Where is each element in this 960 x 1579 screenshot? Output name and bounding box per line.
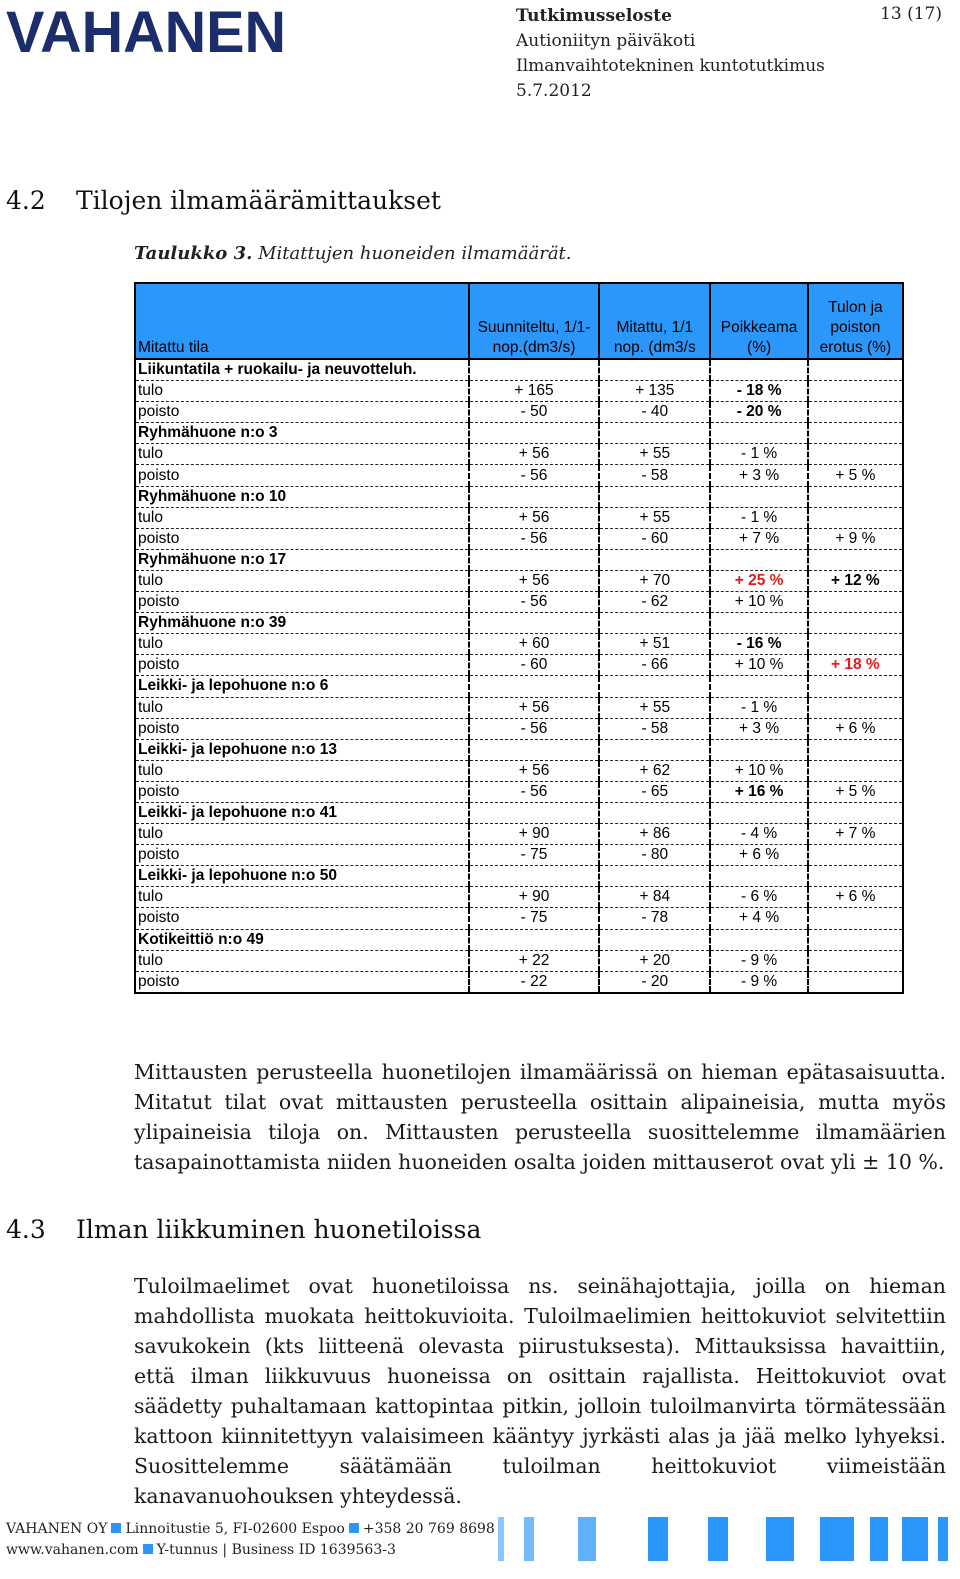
table-row: [135, 950, 903, 971]
table-row: [135, 381, 903, 402]
cell-measured: - 62: [599, 592, 710, 613]
cell-measured: + 86: [599, 824, 710, 845]
cell-space: tulo: [135, 950, 469, 971]
cell-space: poisto: [135, 402, 469, 423]
cell-design: [469, 613, 599, 634]
cell-deviation: [710, 486, 807, 507]
cell-difference: [808, 613, 903, 634]
cell-measured: + 84: [599, 887, 710, 908]
cell-measured: - 58: [599, 465, 710, 486]
cell-difference: [808, 423, 903, 444]
table-section-row: [135, 802, 903, 823]
table-section-row: [135, 866, 903, 887]
cell-design: [469, 549, 599, 570]
table-section-row: [135, 423, 903, 444]
cell-measured: [599, 486, 710, 507]
cell-design: [469, 359, 599, 381]
cell-deviation: [710, 423, 807, 444]
cell-design: [469, 423, 599, 444]
cell-measured: [599, 739, 710, 760]
col-header-space: Mitattu tila: [135, 283, 469, 359]
cell-deviation: [710, 802, 807, 823]
footer-phone: +358 20 769 8698: [362, 1521, 495, 1537]
cell-space: poisto: [135, 908, 469, 929]
footer-decorative-bars: [498, 1517, 948, 1561]
cell-difference: [808, 845, 903, 866]
cell-deviation: - 4 %: [710, 824, 807, 845]
cell-measured: + 62: [599, 760, 710, 781]
cell-difference: + 18 %: [808, 655, 903, 676]
table-row: [135, 760, 903, 781]
cell-measured: + 70: [599, 570, 710, 591]
svg-text:VAHANEN: VAHANEN: [6, 2, 286, 60]
table-section-row: [135, 486, 903, 507]
cell-measured: - 66: [599, 655, 710, 676]
cell-space: Leikki- ja lepohuone n:o 6: [135, 676, 469, 697]
caption-label: Taulukko 3.: [134, 243, 253, 264]
table-row: [135, 697, 903, 718]
table-header-row: [135, 283, 903, 359]
cell-space: tulo: [135, 760, 469, 781]
cell-difference: [808, 402, 903, 423]
table-row: [135, 887, 903, 908]
document-type: Tutkimusseloste: [516, 6, 672, 26]
cell-difference: + 12 %: [808, 570, 903, 591]
section-number: 4.3: [6, 1215, 46, 1244]
cell-design: [469, 676, 599, 697]
cell-space: poisto: [135, 465, 469, 486]
cell-deviation: [710, 866, 807, 887]
cell-deviation: + 7 %: [710, 528, 807, 549]
cell-difference: + 5 %: [808, 781, 903, 802]
cell-design: - 56: [469, 781, 599, 802]
col-header-deviation: Poikkeama (%): [710, 283, 807, 359]
cell-difference: [808, 697, 903, 718]
cell-difference: + 7 %: [808, 824, 903, 845]
section-heading-4-2: [6, 186, 441, 215]
cell-measured: [599, 359, 710, 381]
cell-space: tulo: [135, 887, 469, 908]
square-bullet-icon: [349, 1523, 359, 1533]
project-name: Autioniityn päiväkoti: [516, 31, 696, 51]
footer-website: www.vahanen.com: [6, 1542, 139, 1558]
cell-measured: - 60: [599, 528, 710, 549]
cell-space: Leikki- ja lepohuone n:o 41: [135, 802, 469, 823]
table-row: [135, 507, 903, 528]
cell-measured: - 40: [599, 402, 710, 423]
cell-difference: + 5 %: [808, 465, 903, 486]
cell-deviation: + 10 %: [710, 760, 807, 781]
section-number: 4.2: [6, 186, 46, 215]
cell-difference: [808, 676, 903, 697]
cell-design: + 56: [469, 507, 599, 528]
cell-deviation: + 3 %: [710, 465, 807, 486]
cell-measured: + 55: [599, 697, 710, 718]
cell-design: - 22: [469, 971, 599, 993]
cell-difference: [808, 507, 903, 528]
cell-deviation: - 1 %: [710, 444, 807, 465]
vahanen-logo: [6, 2, 288, 60]
cell-deviation: + 6 %: [710, 845, 807, 866]
cell-space: tulo: [135, 444, 469, 465]
table-row: [135, 824, 903, 845]
cell-measured: + 55: [599, 444, 710, 465]
cell-design: - 56: [469, 718, 599, 739]
table-row: [135, 634, 903, 655]
cell-measured: - 65: [599, 781, 710, 802]
cell-design: - 75: [469, 908, 599, 929]
cell-space: poisto: [135, 528, 469, 549]
cell-design: [469, 866, 599, 887]
cell-design: + 60: [469, 634, 599, 655]
section-heading-4-3: [6, 1215, 481, 1244]
cell-design: + 56: [469, 760, 599, 781]
cell-design: [469, 802, 599, 823]
cell-difference: [808, 802, 903, 823]
cell-measured: [599, 802, 710, 823]
cell-deviation: - 9 %: [710, 950, 807, 971]
cell-deviation: - 9 %: [710, 971, 807, 993]
cell-deviation: - 18 %: [710, 381, 807, 402]
table-row: [135, 908, 903, 929]
cell-space: Liikuntatila + ruokailu- ja neuvotteluh.: [135, 359, 469, 381]
cell-deviation: [710, 929, 807, 950]
paragraph-measurement-summary: Mittausten perusteella huonetilojen ilmamäärissä on hieman epätasaisuutta. Mitatut tilat ovat mittausten perusteella osittain alipaineisia, mutta myös ylipaineisia tiloja on. Mittausten perusteella suosittelemme ilmamäärien tasapainottamista niiden huoneiden osalta joiden mittauserot ovat yli ± 10 %.: [134, 1060, 946, 1174]
cell-measured: [599, 866, 710, 887]
square-bullet-icon: [111, 1523, 121, 1533]
cell-deviation: [710, 613, 807, 634]
cell-design: + 56: [469, 697, 599, 718]
cell-difference: [808, 929, 903, 950]
col-header-design: Suunniteltu, 1/1- nop.(dm3/s): [469, 283, 599, 359]
table-row: [135, 971, 903, 993]
cell-design: + 56: [469, 444, 599, 465]
cell-measured: [599, 676, 710, 697]
table-section-row: [135, 739, 903, 760]
cell-space: poisto: [138, 972, 180, 990]
cell-deviation: + 3 %: [710, 718, 807, 739]
document-header: [516, 4, 825, 104]
cell-design: + 90: [469, 824, 599, 845]
cell-difference: [808, 444, 903, 465]
cell-space: poisto: [135, 781, 469, 802]
cell-deviation: [710, 549, 807, 570]
cell-measured: [599, 613, 710, 634]
table-section-row: [135, 929, 903, 950]
cell-space: tulo: [135, 697, 469, 718]
table-section-row: [135, 359, 903, 381]
cell-measured: + 51: [599, 634, 710, 655]
table-caption: [134, 243, 572, 264]
square-bullet-icon: [143, 1544, 153, 1554]
cell-difference: [808, 549, 903, 570]
cell-space: Ryhmähuone n:o 39: [135, 613, 469, 634]
table-row: [135, 718, 903, 739]
cell-deviation: + 10 %: [710, 592, 807, 613]
cell-space: Kotikeittiö n:o 49: [135, 929, 469, 950]
table-row: [135, 528, 903, 549]
section-title: Tilojen ilmamäärämittaukset: [76, 186, 441, 215]
cell-design: + 165: [469, 381, 599, 402]
table-row: [135, 845, 903, 866]
cell-design: [469, 929, 599, 950]
cell-design: - 56: [469, 592, 599, 613]
cell-space: tulo: [135, 507, 469, 528]
table-row: [135, 655, 903, 676]
cell-design: - 56: [469, 465, 599, 486]
cell-deviation: [710, 739, 807, 760]
cell-space: poisto: [135, 718, 469, 739]
cell-space: Leikki- ja lepohuone n:o 13: [135, 739, 469, 760]
cell-measured: + 55: [599, 507, 710, 528]
cell-design: [469, 739, 599, 760]
footer-business-id: Y-tunnus | Business ID 1639563-3: [156, 1542, 396, 1558]
cell-deviation: + 16 %: [710, 781, 807, 802]
paragraph-air-movement: Tuloilmaelimet ovat huonetiloissa ns. seinähajottajia, joilla on hieman mahdollista muokata heittokuvioita. Tuloilmaelimien heittokuviot selvitettiin savukokein (kts liitteenä olevasta piirustuksesta). Mittauksissa havaittiin, että ilman liikkuvuus huoneissa on osittain rajallista. Heittokuviot ovat säädetty puhaltamaan kattopintaa pitkin, jolloin tuloilmanvirta törmätessään kattoon kiinnitettyyn valaisimeen kääntyy jyrkästi alas ja jää melko lyhyeksi. Suosittelemme säätämään tuloilman heittokuviot viimeistään kanavanuohouksen yhteydessä.: [134, 1274, 946, 1508]
cell-difference: [808, 486, 903, 507]
table-section-row: [135, 549, 903, 570]
cell-space: tulo: [135, 381, 469, 402]
cell-design: + 22: [469, 950, 599, 971]
cell-design: + 90: [469, 887, 599, 908]
page-number: 13 (17): [880, 4, 942, 24]
cell-design: - 56: [469, 528, 599, 549]
cell-deviation: - 1 %: [710, 507, 807, 528]
cell-difference: + 6 %: [808, 718, 903, 739]
cell-measured: + 20: [599, 950, 710, 971]
cell-difference: [808, 381, 903, 402]
report-date: 5.7.2012: [516, 81, 592, 101]
cell-space: poisto: [135, 845, 469, 866]
cell-measured: [599, 423, 710, 444]
cell-deviation: + 10 %: [710, 655, 807, 676]
col-header-measured: Mitattu, 1/1 nop. (dm3/s: [599, 283, 710, 359]
table-row: [135, 444, 903, 465]
cell-difference: [808, 592, 903, 613]
cell-deviation: [710, 359, 807, 381]
cell-deviation: - 6 %: [710, 887, 807, 908]
cell-difference: [808, 866, 903, 887]
cell-deviation: - 1 %: [710, 697, 807, 718]
cell-measured: - 78: [599, 908, 710, 929]
table-row: [135, 592, 903, 613]
cell-difference: [808, 971, 903, 993]
cell-space: poisto: [135, 592, 469, 613]
page-footer: [6, 1519, 495, 1561]
cell-difference: [808, 950, 903, 971]
cell-space: tulo: [135, 570, 469, 591]
table-row: [135, 570, 903, 591]
cell-measured: [599, 929, 710, 950]
cell-space: Ryhmähuone n:o 10: [135, 486, 469, 507]
cell-space: Leikki- ja lepohuone n:o 50: [135, 866, 469, 887]
cell-space: Ryhmähuone n:o 3: [135, 423, 469, 444]
table-row: [135, 465, 903, 486]
cell-difference: + 6 %: [808, 887, 903, 908]
table-section-row: [135, 676, 903, 697]
cell-difference: [808, 359, 903, 381]
cell-difference: + 9 %: [808, 528, 903, 549]
cell-design: + 56: [469, 570, 599, 591]
cell-space: tulo: [135, 634, 469, 655]
cell-measured: [599, 549, 710, 570]
cell-space: tulo: [135, 824, 469, 845]
cell-design: - 75: [469, 845, 599, 866]
cell-measured: - 58: [599, 718, 710, 739]
airflow-measurement-table: [134, 282, 904, 994]
table-row: [135, 781, 903, 802]
cell-space: Ryhmähuone n:o 17: [135, 549, 469, 570]
footer-company: VAHANEN OY: [6, 1521, 108, 1537]
cell-deviation: + 4 %: [710, 908, 807, 929]
cell-difference: [808, 760, 903, 781]
cell-deviation: - 20 %: [710, 402, 807, 423]
cell-difference: [808, 739, 903, 760]
col-header-difference: Tulon ja poiston erotus (%): [808, 283, 903, 359]
section-title: Ilman liikkuminen huonetiloissa: [76, 1215, 482, 1244]
cell-deviation: + 25 %: [710, 570, 807, 591]
table-row: [135, 402, 903, 423]
caption-text: Mitattujen huoneiden ilmamäärät.: [258, 243, 572, 264]
cell-design: - 60: [469, 655, 599, 676]
table-section-row: [135, 613, 903, 634]
cell-design: [469, 486, 599, 507]
cell-deviation: [710, 676, 807, 697]
report-title: Ilmanvaihtotekninen kuntotutkimus: [516, 56, 825, 76]
cell-measured: - 80: [599, 845, 710, 866]
cell-difference: [808, 634, 903, 655]
cell-design: - 50: [469, 402, 599, 423]
cell-deviation: - 16 %: [710, 634, 807, 655]
footer-address: Linnoitustie 5, FI-02600 Espoo: [125, 1521, 345, 1537]
cell-space: poisto: [135, 655, 469, 676]
cell-measured: - 20: [599, 971, 710, 993]
cell-measured: + 135: [599, 381, 710, 402]
cell-difference: [808, 908, 903, 929]
